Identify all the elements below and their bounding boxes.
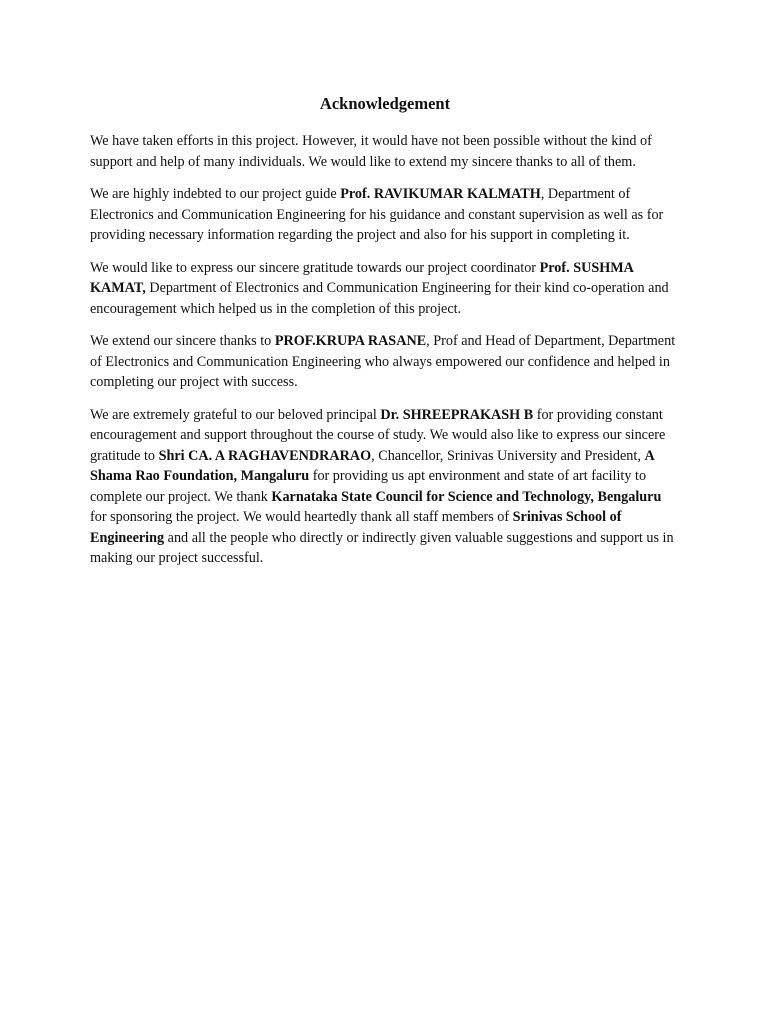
paragraph-intro (90, 131, 680, 172)
paragraph-coordinator (90, 258, 680, 320)
organization-name-school: Srinivas School of Engineering (90, 509, 622, 546)
paragraph-text: for providing constant encouragement and support throughout the course of study. We would also like to express our sincere gratitude to (90, 406, 666, 464)
paragraph-text: We are highly indebted to our project guide (90, 186, 341, 202)
person-name-chancellor: Shri CA. A RAGHAVENDRARAO (158, 447, 372, 464)
paragraph-project-guide (90, 184, 680, 246)
paragraph-text: , Chancellor, Srinivas University and President, (371, 447, 645, 464)
paragraph-text: We have taken efforts in this project. However, it would have not been possible without the kind of support and help of many individuals. We would like to extend my sincere thanks to all of them. (90, 133, 652, 170)
person-name-principal: Dr. SHREEPRAKASH B (380, 406, 534, 423)
paragraph-text: for sponsoring the project. We would heartedly thank all staff members of (90, 509, 513, 525)
paragraph-text: We would like to express our sincere gratitude towards our project coordinator (90, 259, 540, 276)
person-name-coordinator: Prof. SUSHMA KAMAT, (90, 259, 634, 296)
paragraph-principal-and-sponsors (90, 405, 680, 569)
page-title: Acknowledgement (319, 94, 451, 113)
paragraph-text: , Prof and Head of Department, Department of Electronics and Communication Engineering who always empowered our confidence and helped in completing our project with success. (90, 333, 676, 390)
paragraph-text: and all the people who directly or indirectly given valuable suggestions and support us in making our project successful. (90, 529, 674, 566)
paragraph-text: , Department of Electronics and Communication Engineering for his guidance and constant supervision as well as for providing necessary information regarding the project and also for his support in completing it. (90, 186, 664, 243)
paragraph-text: for providing us apt environment and state of art facility to complete our project. We thank (90, 468, 647, 505)
organization-name-foundation: A Shama Rao Foundation, Mangaluru (90, 447, 654, 484)
paragraph-hod (90, 331, 680, 393)
person-name-hod: PROF.KRUPA RASANE (274, 333, 427, 349)
organization-name-council: Karnataka State Council for Science and Technology, Bengaluru (271, 488, 662, 505)
paragraph-text: We extend our sincere thanks to (90, 333, 275, 349)
person-name-guide: Prof. RAVIKUMAR KALMATH (340, 186, 541, 202)
paragraph-text: We are extremely grateful to our beloved principal (90, 406, 381, 423)
paragraph-text: Department of Electronics and Communication Engineering for their kind co-operation and encouragement which helped us in the completion of this project. (90, 280, 669, 317)
